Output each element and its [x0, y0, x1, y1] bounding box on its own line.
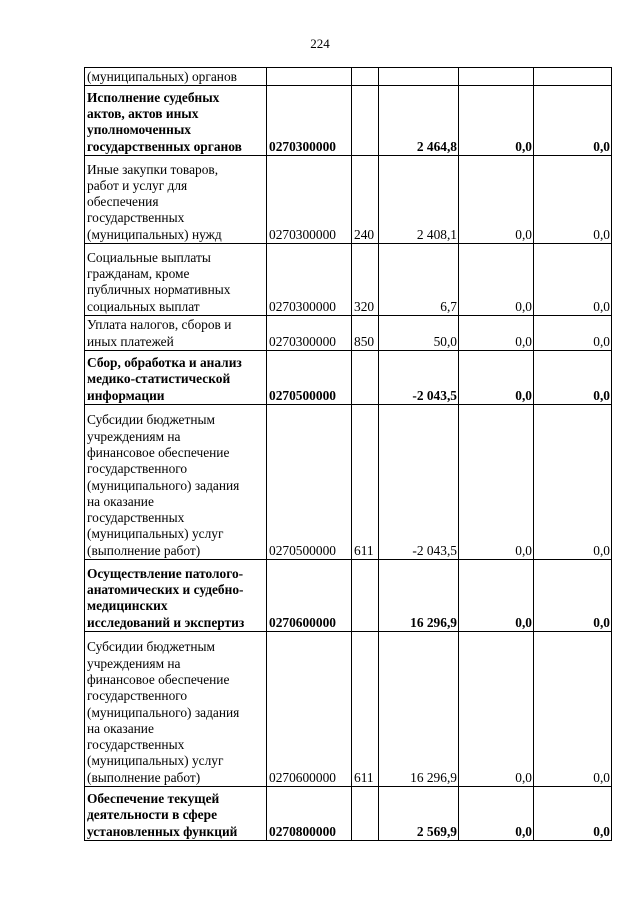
row-expense-type: 611 — [352, 405, 379, 560]
section-row — [85, 86, 612, 156]
row-amount-2: 0,0 — [459, 632, 534, 787]
row-expense-type: 850 — [352, 316, 379, 351]
row-amount-2: 0,0 — [459, 86, 534, 156]
row-amount-2: 0,0 — [459, 156, 534, 244]
row-name: Обеспечение текущей деятельности в сфере установленных функций — [85, 787, 267, 841]
row-amount-1: 16 296,9 — [379, 560, 459, 632]
row-amount-2: 0,0 — [459, 560, 534, 632]
row-name: Социальные выплаты гражданам, кроме публичных нормативных социальных выплат — [85, 244, 267, 316]
row-name: Субсидии бюджетным учреждениям на финансовое обеспечение государственного (муниципального) задания на оказание государственных (муниципальных) услуг (выполнение работ) — [85, 632, 267, 787]
table-row — [85, 316, 612, 351]
row-code: 0270600000 — [267, 632, 352, 787]
row-amount-1: 16 296,9 — [379, 632, 459, 787]
row-amount-2: 0,0 — [459, 787, 534, 841]
row-amount-1: 2 464,8 — [379, 86, 459, 156]
row-code: 0270500000 — [267, 351, 352, 405]
row-expense-type — [352, 86, 379, 156]
row-code — [267, 68, 352, 86]
table-row — [85, 405, 612, 560]
row-amount-1: 2 569,9 — [379, 787, 459, 841]
page-number: 224 — [310, 36, 330, 51]
row-code: 0270500000 — [267, 405, 352, 560]
row-code: 0270300000 — [267, 244, 352, 316]
row-amount-3: 0,0 — [534, 156, 612, 244]
row-amount-2: 0,0 — [459, 316, 534, 351]
row-amount-3: 0,0 — [534, 86, 612, 156]
row-expense-type — [352, 351, 379, 405]
section-row — [85, 560, 612, 632]
row-name: Иные закупки товаров, работ и услуг для обеспечения государственных (муниципальных) нужд — [85, 156, 267, 244]
row-code: 0270300000 — [267, 156, 352, 244]
row-expense-type: 320 — [352, 244, 379, 316]
row-name: Исполнение судебных актов, актов иных уполномоченных государственных органов — [85, 86, 267, 156]
row-expense-type — [352, 68, 379, 86]
row-amount-2 — [459, 68, 534, 86]
row-amount-2: 0,0 — [459, 351, 534, 405]
row-name: Субсидии бюджетным учреждениям на финансовое обеспечение государственного (муниципального) задания на оказание государственных (муниципальных) услуг (выполнение работ) — [85, 405, 267, 560]
table-row — [85, 68, 612, 86]
row-code: 0270300000 — [267, 86, 352, 156]
row-code: 0270300000 — [267, 316, 352, 351]
row-amount-2: 0,0 — [459, 405, 534, 560]
row-code: 0270600000 — [267, 560, 352, 632]
row-amount-3: 0,0 — [534, 632, 612, 787]
table-row — [85, 156, 612, 244]
row-amount-3: 0,0 — [534, 316, 612, 351]
row-expense-type: 240 — [352, 156, 379, 244]
row-amount-3 — [534, 68, 612, 86]
row-name: Осуществление патолого- анатомических и судебно- медицинских исследований и экспертиз — [85, 560, 267, 632]
section-row — [85, 787, 612, 841]
budget-table-body — [85, 68, 612, 841]
row-amount-1: 2 408,1 — [379, 156, 459, 244]
row-amount-3: 0,0 — [534, 787, 612, 841]
row-amount-1: -2 043,5 — [379, 351, 459, 405]
row-amount-1: -2 043,5 — [379, 405, 459, 560]
row-name: Уплата налогов, сборов и иных платежей — [85, 316, 267, 351]
row-expense-type: 611 — [352, 632, 379, 787]
row-amount-1 — [379, 68, 459, 86]
row-amount-3: 0,0 — [534, 560, 612, 632]
row-amount-3: 0,0 — [534, 405, 612, 560]
row-amount-3: 0,0 — [534, 244, 612, 316]
table-row — [85, 244, 612, 316]
row-code: 0270800000 — [267, 787, 352, 841]
row-amount-3: 0,0 — [534, 351, 612, 405]
row-name: (муниципальных) органов — [85, 68, 267, 86]
table-row — [85, 632, 612, 787]
budget-table — [84, 67, 612, 841]
row-amount-1: 50,0 — [379, 316, 459, 351]
row-expense-type — [352, 787, 379, 841]
row-amount-1: 6,7 — [379, 244, 459, 316]
row-amount-2: 0,0 — [459, 244, 534, 316]
row-expense-type — [352, 560, 379, 632]
row-name: Сбор, обработка и анализ медико-статистической информации — [85, 351, 267, 405]
section-row — [85, 351, 612, 405]
